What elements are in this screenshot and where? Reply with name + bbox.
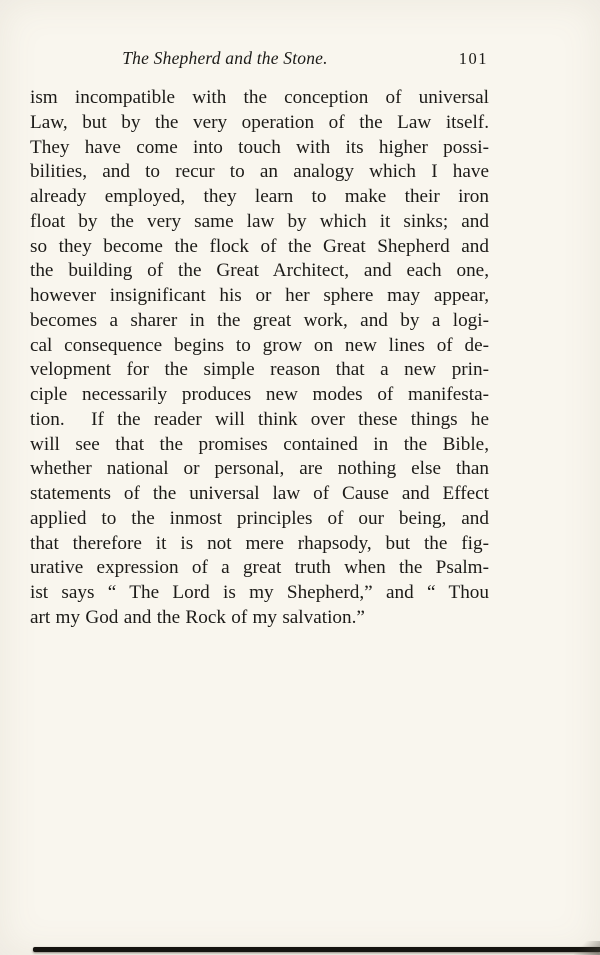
page-number: 101 [458, 49, 488, 68]
text-line: tion. If the reader will think over these things he [30, 408, 489, 430]
running-title: The Shepherd and the Stone. [122, 48, 328, 68]
text-line: Law, but by the very operation of the Law itself. [30, 111, 489, 133]
scan-edge-artifact [33, 947, 600, 952]
text-line: velopment for the simple reason that a new prin- [30, 359, 489, 381]
text-line: however insignificant his or her sphere may appear, [30, 285, 489, 306]
text-line: float by the very same law by which it sinks; and [30, 210, 489, 232]
text-line: bilities, and to recur to an analogy which I have [30, 161, 489, 183]
text-line: the building of the Great Architect, and each one, [30, 260, 489, 282]
text-line: ism incompatible with the conception of universal [30, 87, 489, 108]
text-line: art my God and the Rock of my salvation.” [30, 606, 365, 628]
text-line: ist says “ The Lord is my Shepherd,” and “ Thou [30, 582, 489, 603]
text-line: They have come into touch with its higher possi- [30, 136, 489, 158]
text-line: ciple necessarily produces new modes of manifesta- [30, 384, 489, 405]
text-line: that therefore it is not mere rhapsody, but the fig- [30, 532, 489, 554]
text-line: will see that the promises contained in the Bible, [30, 433, 489, 455]
text-line: whether national or personal, are nothing else than [30, 458, 489, 480]
text-line: already employed, they learn to make their iron [30, 186, 489, 207]
text-line: applied to the inmost principles of our being, and [30, 507, 489, 529]
page-header [30, 48, 490, 74]
text-line: so they become the flock of the Great Shepherd and [30, 235, 489, 257]
body-text [30, 86, 489, 631]
text-line: statements of the universal law of Cause and Effect [30, 483, 489, 504]
text-line: urative expression of a great truth when the Psalm- [30, 557, 489, 579]
text-line: cal consequence begins to grow on new lines of de- [30, 334, 489, 356]
text-line: becomes a sharer in the great work, and by a logi- [30, 309, 489, 331]
scan-corner-shadow [574, 941, 600, 955]
